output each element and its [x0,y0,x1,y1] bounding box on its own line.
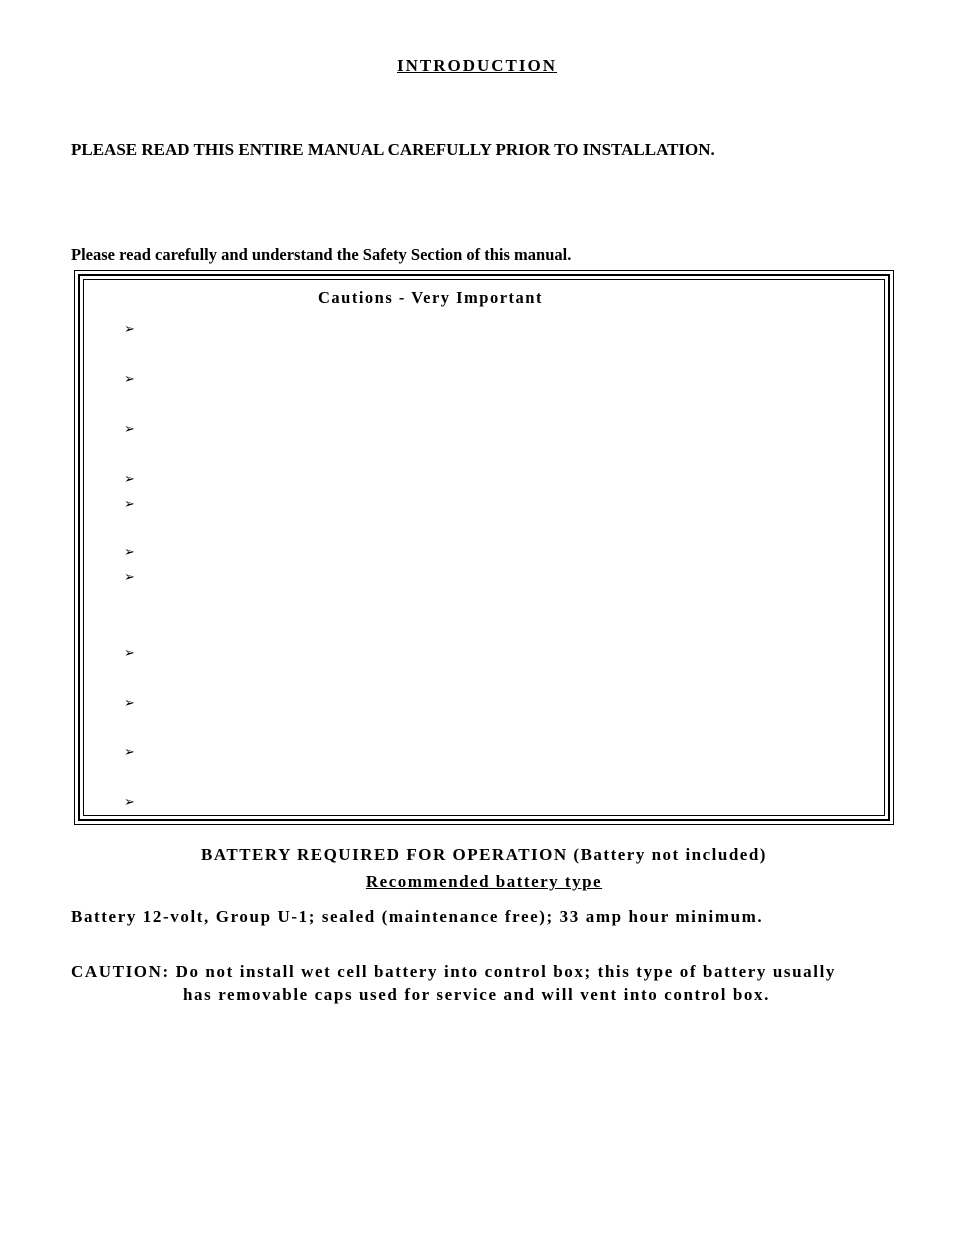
caution-bullet-icon: ➢ [124,372,135,387]
battery-caution-line-1: CAUTION: Do not install wet cell battery into control box; this type of battery usually [71,962,837,981]
cautions-box [74,270,894,825]
caution-bullet-icon: ➢ [124,745,135,760]
caution-bullet-icon: ➢ [124,795,135,810]
read-manual-warning: PLEASE READ THIS ENTIRE MANUAL CAREFULLY PRIOR TO INSTALLATION. [71,140,715,159]
cautions-title: Cautions - Very Important [318,288,543,307]
cautions-box-inner-border [83,279,885,816]
battery-required-heading: BATTERY REQUIRED FOR OPERATION (Battery not included) [201,845,767,864]
safety-section-note: Please read carefully and understand the Safety Section of this manual. [71,245,572,264]
caution-bullet-icon: ➢ [124,497,135,512]
battery-spec: Battery 12-volt, Group U-1; sealed (maintenance free); 33 amp hour minimum. [71,907,764,926]
caution-bullet-icon: ➢ [124,570,135,585]
caution-bullet-icon: ➢ [124,545,135,560]
recommended-battery-type-heading: Recommended battery type [365,872,603,891]
introduction-title: INTRODUCTION [396,56,558,75]
battery-caution-line-2: has removable caps used for service and will vent into control box. [183,985,770,1004]
cautions-box-border [78,274,890,821]
caution-bullet-icon: ➢ [124,646,135,661]
caution-bullet-icon: ➢ [124,472,135,487]
caution-bullet-icon: ➢ [124,422,135,437]
caution-bullet-icon: ➢ [124,696,135,711]
caution-bullet-icon: ➢ [124,322,135,337]
